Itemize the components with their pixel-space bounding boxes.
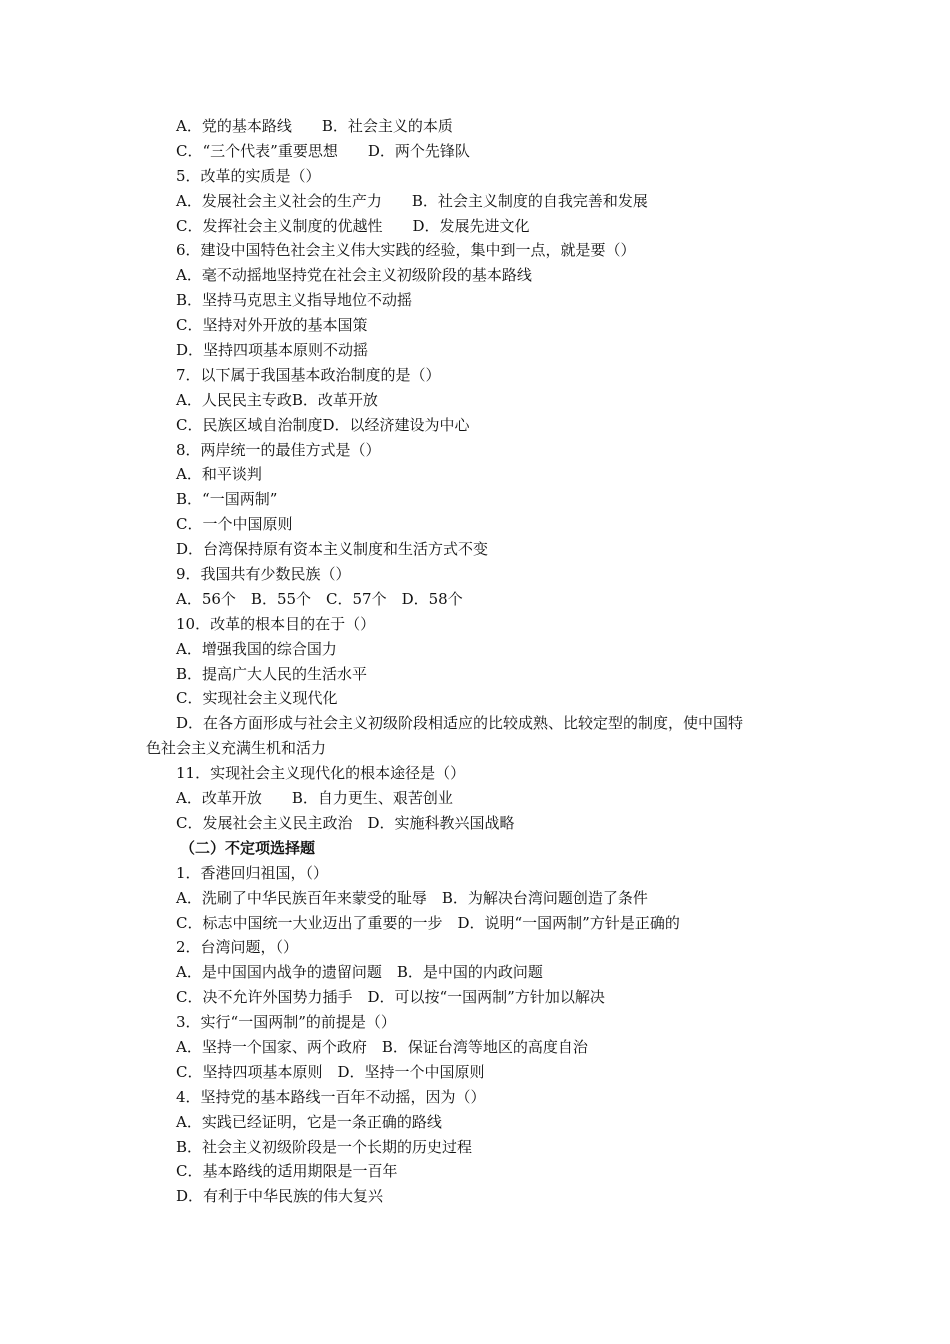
- option-line: C．决不允许外国势力插手 D．可以按“一国两制”方针加以解决: [176, 988, 605, 1007]
- question-line: 3．实行“一国两制”的前提是（）: [176, 1013, 396, 1032]
- question-line: 10．改革的根本目的在于（）: [176, 614, 376, 633]
- option-line: C．一个中国原则: [176, 515, 293, 534]
- option-line: C．实现社会主义现代化: [176, 689, 338, 708]
- option-line: A．56个 B．55个 C．57个 D．58个: [176, 589, 463, 608]
- option-line: C．标志中国统一大业迈出了重要的一步 D．说明“一国两制”方针是正确的: [176, 913, 680, 932]
- option-line: C．“三个代表”重要思想 D．两个先锋队: [176, 141, 470, 160]
- question-line: 8．两岸统一的最佳方式是（）: [176, 440, 381, 459]
- option-line: D．有利于中华民族的伟大复兴: [176, 1187, 384, 1206]
- question-line: 7．以下属于我国基本政治制度的是（）: [176, 365, 441, 384]
- option-line: C．基本路线的适用期限是一百年: [176, 1162, 398, 1181]
- option-line: D．坚持四项基本原则不动摇: [176, 341, 369, 360]
- option-line: A．和平谈判: [176, 465, 262, 484]
- option-line: A．毫不动摇地坚持党在社会主义初级阶段的基本路线: [176, 266, 532, 285]
- document-page: [0, 114, 950, 1209]
- section-heading: （二）不定项选择题: [180, 838, 316, 857]
- question-line: 2．台湾问题，（）: [176, 938, 299, 957]
- question-line: 4．坚持党的基本路线一百年不动摇，因为（）: [176, 1087, 486, 1106]
- question-line: 11．实现社会主义现代化的根本途径是（）: [176, 764, 466, 783]
- option-line: A．是中国国内战争的遗留问题 B．是中国的内政问题: [176, 963, 543, 982]
- option-line: C．坚持对外开放的基本国策: [176, 316, 368, 335]
- option-line: A．实践已经证明，它是一条正确的路线: [176, 1112, 442, 1131]
- option-continuation-line: 色社会主义充满生机和活力: [146, 739, 327, 758]
- option-line: C．民族区域自治制度D．以经济建设为中心: [176, 415, 470, 434]
- option-line: D．台湾保持原有资本主义制度和生活方式不变: [176, 540, 489, 559]
- question-line: 6．建设中国特色社会主义伟大实践的经验，集中到一点，就是要（）: [176, 241, 636, 260]
- option-line: A．党的基本路线 B．社会主义的本质: [176, 117, 453, 135]
- option-line: B．“一国两制”: [176, 490, 278, 509]
- question-line: 9．我国共有少数民族（）: [176, 565, 351, 584]
- option-line: A．坚持一个国家、两个政府 B．保证台湾等地区的高度自治: [176, 1037, 588, 1056]
- option-line: A．增强我国的综合国力: [176, 639, 337, 658]
- option-line: C．发展社会主义民主政治 D．实施科教兴国战略: [176, 813, 515, 832]
- option-line: A．改革开放 B．自力更生、艰苦创业: [176, 789, 453, 808]
- option-line: C．发挥社会主义制度的优越性 D．发展先进文化: [176, 216, 530, 235]
- option-line: C．坚持四项基本原则 D．坚持一个中国原则: [176, 1062, 485, 1081]
- option-line: A．发展社会主义社会的生产力 B．社会主义制度的自我完善和发展: [176, 191, 648, 210]
- option-line: A．洗刷了中华民族百年来蒙受的耻辱 B．为解决台湾问题创造了条件: [176, 888, 648, 907]
- option-line: B．社会主义初级阶段是一个长期的历史过程: [176, 1137, 473, 1156]
- option-line: D．在各方面形成与社会主义初级阶段相适应的比较成熟、比较定型的制度，使中国特: [176, 714, 744, 733]
- option-line: A．人民民主专政B．改革开放: [176, 390, 378, 409]
- question-line: 5．改革的实质是（）: [176, 166, 321, 185]
- question-line: 1．香港回归祖国，（）: [176, 863, 329, 882]
- option-line: B．坚持马克思主义指导地位不动摇: [176, 291, 413, 310]
- option-line: B．提高广大人民的生活水平: [176, 664, 368, 683]
